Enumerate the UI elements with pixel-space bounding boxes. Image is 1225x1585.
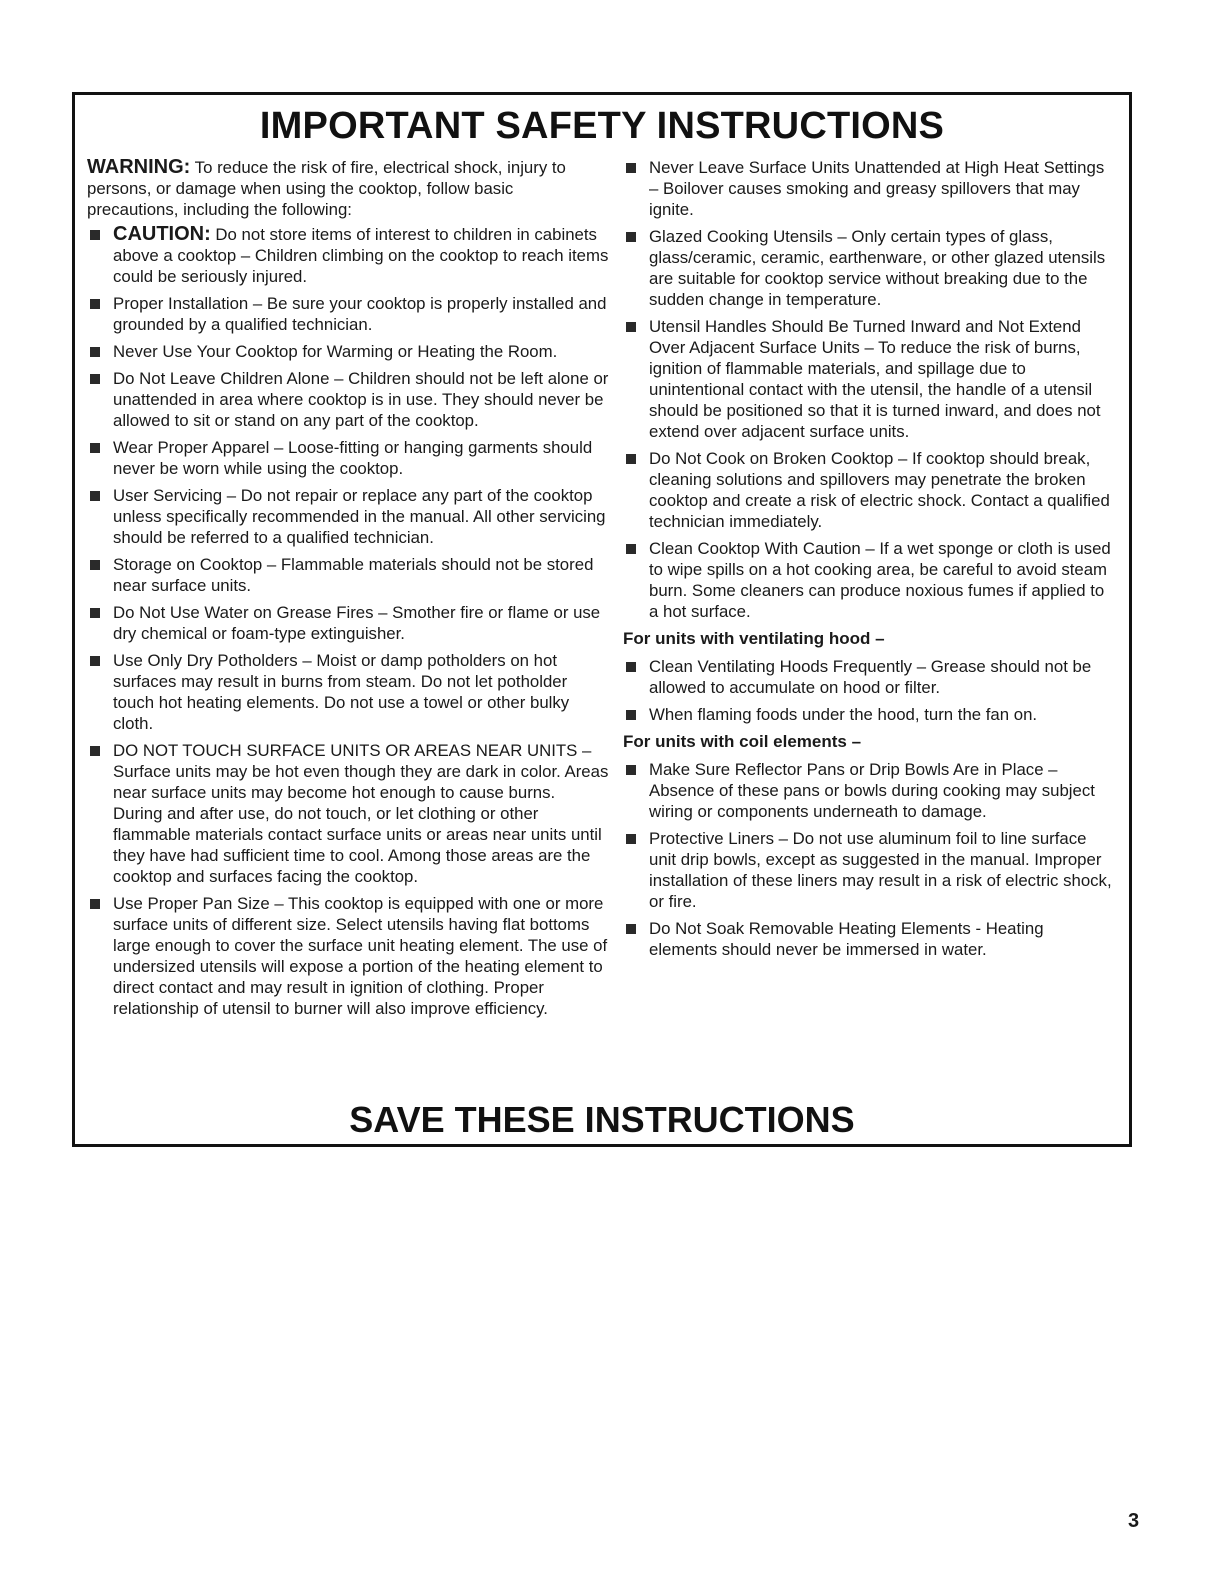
caution-label: CAUTION: [113,223,211,245]
list-item-text: Do Not Leave Children Alone – Children should not be left alone or unattended in area where cooktop is in use. They should never be allowed to sit or stand on any part of the cooktop. [113,369,609,430]
list-item-text: Do Not Soak Removable Heating Elements - Heating elements should never be immersed in water. [649,919,1044,959]
list-item [87,224,609,287]
coil-list [623,759,1115,960]
list-item-text: Proper Installation – Be sure your cooktop is properly installed and grounded by a qualified technician. [113,294,607,334]
bullet-icon [626,924,636,934]
list-item-text: DO NOT TOUCH SURFACE UNITS OR AREAS NEAR UNITS – Surface units may be hot even though they are dark in color. Areas near surface units may become hot enough to cause burns. During and after use, do not touch, or let clothing or other flammable materials contact surface units or areas near units until they have had sufficient time to cool. Among those areas are the cooktop and surfaces facing the cooktop. [113,741,609,886]
bullet-icon [90,899,100,909]
bullet-icon [626,163,636,173]
list-item [87,293,609,335]
list-item [623,759,1115,822]
list-item-text: Use Proper Pan Size – This cooktop is equipped with one or more surface units of different size. Select utensils having flat bottoms large enough to cover the surface unit heating element. The use of undersized utensils will expose a portion of the heating element to direct contact and may result in ignition of clothing. Proper relationship of utensil to burner will also improve efficiency. [113,894,608,1018]
bullet-icon [626,662,636,672]
list-item-text: Utensil Handles Should Be Turned Inward and Not Extend Over Adjacent Surface Units – To reduce the risk of burns, ignition of flammable materials, and spillage due to unintentional contact with the utensil, the handle of a utensil should be positioned so that it is turned inward, and does not extend over adjacent surface units. [649,317,1101,441]
bullet-icon [626,834,636,844]
list-item [87,740,609,887]
right-column [623,157,1115,966]
list-item-text: Never Leave Surface Units Unattended at High Heat Settings – Boilover causes smoking and greasy spillovers that may ignite. [649,158,1105,219]
list-item [623,538,1115,622]
bullet-icon [626,765,636,775]
list-item-text: Protective Liners – Do not use aluminum foil to line surface unit drip bowls, except as suggested in the manual. Improper installation of these liners may result in a risk of electric shock, or fire. [649,829,1112,911]
bullet-icon [90,746,100,756]
left-list [87,224,609,1019]
bullet-icon [626,710,636,720]
bullet-icon [90,443,100,453]
list-item-text: When flaming foods under the hood, turn the fan on. [649,705,1038,724]
bullet-icon [90,230,100,240]
save-instructions-title: SAVE THESE INSTRUCTIONS [349,1099,855,1140]
list-item [87,554,609,596]
list-item [623,316,1115,442]
list-item [87,893,609,1019]
list-item-text: User Servicing – Do not repair or replace any part of the cooktop unless specifically recommended in the manual. All other servicing should be referred to a qualified technician. [113,486,606,547]
list-item-text: Storage on Cooktop – Flammable materials should not be stored near surface units. [113,555,594,595]
bullet-icon [626,232,636,242]
list-item-text: Never Use Your Cooktop for Warming or Heating the Room. [113,342,558,361]
coil-heading: For units with coil elements – [623,732,862,751]
right-list [623,157,1115,622]
bullet-icon [626,454,636,464]
list-item [623,828,1115,912]
list-item [87,437,609,479]
list-item [623,704,1115,725]
hood-list [623,656,1115,725]
bullet-icon [90,299,100,309]
warning-paragraph [87,157,609,220]
list-item-text: Make Sure Reflector Pans or Drip Bowls Are in Place – Absence of these pans or bowls during cooking may subject wiring or components underneath to damage. [649,760,1095,821]
list-item [623,656,1115,698]
page-title: IMPORTANT SAFETY INSTRUCTIONS [259,105,945,147]
list-item [87,485,609,548]
bullet-icon [626,544,636,554]
bullet-icon [90,560,100,570]
list-item [87,650,609,734]
bullet-icon [90,374,100,384]
list-item-text: Use Only Dry Potholders – Moist or damp potholders on hot surfaces may result in burns from steam. Do not let potholder touch hot heating elements. Do not use a towel or other bulky cloth. [113,651,570,733]
list-item [623,157,1115,220]
list-item-text: Clean Cooktop With Caution – If a wet sponge or cloth is used to wipe spills on a hot cooking area, be careful to avoid steam burn. Some cleaners can produce noxious fumes if applied to a hot surface. [649,539,1111,621]
list-item-text: Glazed Cooking Utensils – Only certain types of glass, glass/ceramic, ceramic, earthenware, or other glazed utensils are suitable for cooktop service without breaking due to the sudden change in temperature. [649,227,1106,309]
list-item-text: Clean Ventilating Hoods Frequently – Grease should not be allowed to accumulate on hood or filter. [649,657,1092,697]
bullet-icon [90,491,100,501]
list-item [623,226,1115,310]
list-item [87,602,609,644]
page-number: 3 [1128,1510,1140,1532]
warning-text: To reduce the risk of fire, electrical shock, injury to persons, or damage when using the cooktop, follow basic precautions, including the following: [87,158,566,219]
bullet-icon [90,347,100,357]
list-item [623,918,1115,960]
bullet-icon [626,322,636,332]
list-item [87,341,609,362]
list-item [87,368,609,431]
left-column [87,157,609,1025]
list-item [623,448,1115,532]
list-item-text: Do Not Cook on Broken Cooktop – If cooktop should break, cleaning solutions and spillovers may penetrate the broken cooktop and create a risk of electric shock. Contact a qualified technician immediately. [649,449,1110,531]
list-item-text: Wear Proper Apparel – Loose-fitting or hanging garments should never be worn while using the cooktop. [113,438,593,478]
bullet-icon [90,608,100,618]
safety-instructions-box [72,92,1132,1147]
warning-label: WARNING: [87,156,191,178]
list-item-text: Do Not Use Water on Grease Fires – Smother fire or flame or use dry chemical or foam-type extinguisher. [113,603,601,643]
bullet-icon [90,656,100,666]
hood-heading: For units with ventilating hood – [623,629,885,648]
caution-text: Do not store items of interest to children in cabinets above a cooktop – Children climbing on the cooktop to reach items could be seriously injured. [113,225,609,286]
